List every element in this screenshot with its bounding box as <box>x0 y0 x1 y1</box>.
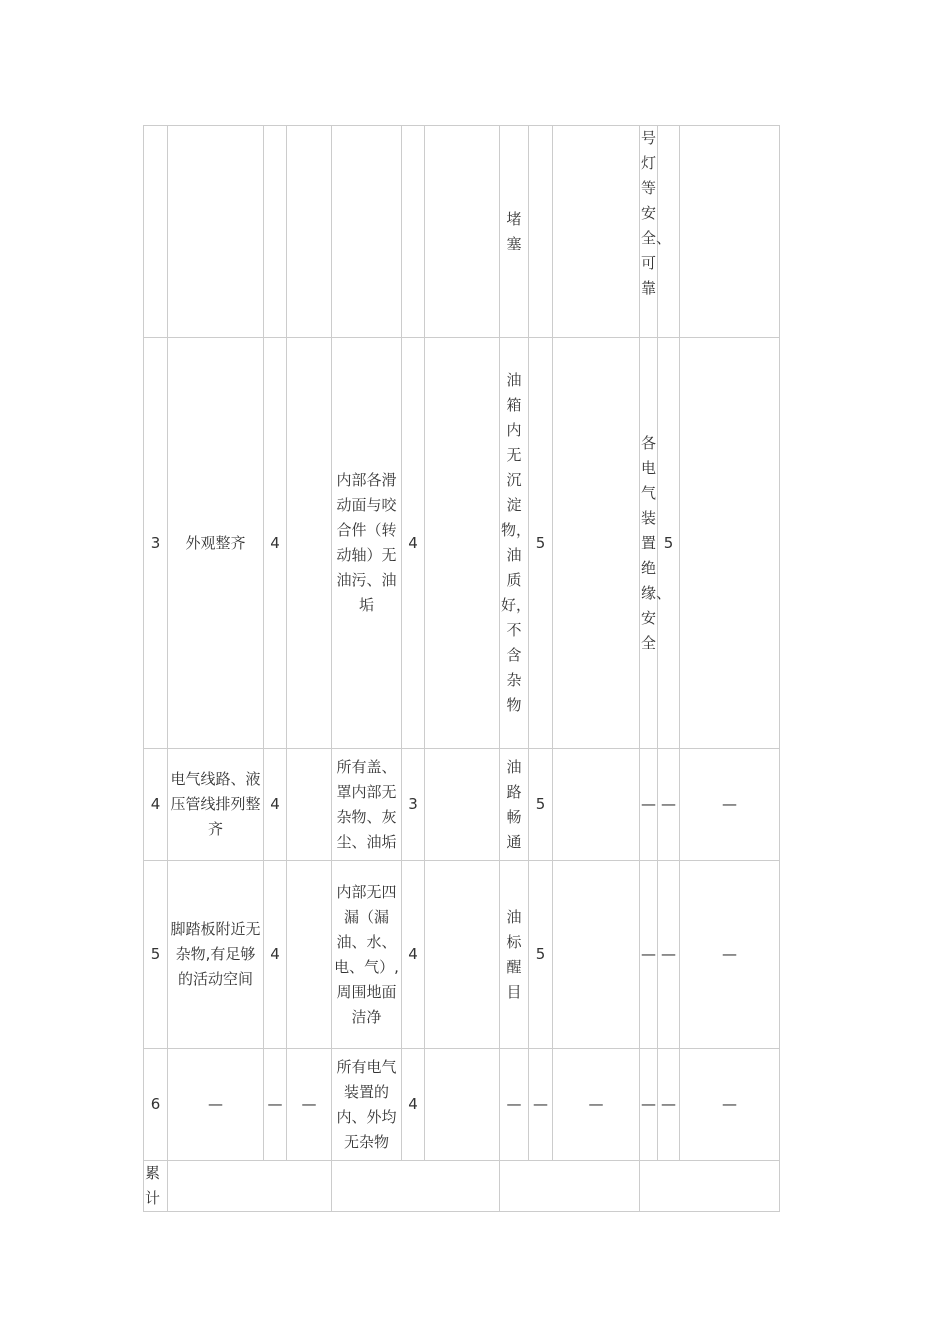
table-cell: 所有电气装置的内、外均无杂物 <box>332 1049 402 1161</box>
table-cell: 内部各滑动面与咬合件（转动轴）无油污、油垢 <box>332 338 402 749</box>
table-cell: 4 <box>402 861 425 1049</box>
table-cell <box>425 1049 500 1161</box>
table-cell: 3 <box>402 749 425 861</box>
table-cell <box>425 861 500 1049</box>
table-cell: 4 <box>144 749 168 861</box>
table-cell: — <box>680 749 780 861</box>
table-cell <box>425 749 500 861</box>
table-cell: 4 <box>402 338 425 749</box>
inspection-score-table <box>143 125 780 1212</box>
table-cell: — <box>680 861 780 1049</box>
table-cell: — <box>529 1049 553 1161</box>
table-cell: 堵塞 <box>500 126 529 338</box>
table-cell <box>287 338 332 749</box>
table-cell: 内部无四漏（漏油、水、电、气）,周围地面洁净 <box>332 861 402 1049</box>
table-cell <box>287 749 332 861</box>
table-row <box>144 861 780 1049</box>
table-cell: — <box>287 1049 332 1161</box>
table-cell <box>332 126 402 338</box>
table-cell <box>553 126 640 338</box>
table-cell <box>168 126 264 338</box>
table-cell: — <box>500 1049 529 1161</box>
table-cell <box>553 338 640 749</box>
table-cell <box>553 749 640 861</box>
table-cell <box>553 861 640 1049</box>
table-cell: 外观整齐 <box>168 338 264 749</box>
table-cell: 5 <box>529 861 553 1049</box>
table-cell <box>402 126 425 338</box>
table-cell: 4 <box>264 861 287 1049</box>
table-cell: 3 <box>144 338 168 749</box>
table-cell: 5 <box>529 338 553 749</box>
table-cell <box>500 1161 640 1212</box>
table-row-total <box>144 1161 780 1212</box>
table-cell: — <box>658 861 680 1049</box>
table-cell: 5 <box>658 338 680 749</box>
table-cell <box>425 338 500 749</box>
table-cell: 4 <box>264 338 287 749</box>
table-cell: 油路畅通 <box>500 749 529 861</box>
table-cell: — <box>658 749 680 861</box>
table-cell: 号灯等安全、可靠 <box>640 126 658 338</box>
table-cell <box>332 1161 500 1212</box>
table-cell: 脚踏板附近无杂物,有足够的活动空间 <box>168 861 264 1049</box>
table-row <box>144 126 780 338</box>
table-cell: 油标醒目 <box>500 861 529 1049</box>
table-cell <box>144 126 168 338</box>
table-cell: — <box>680 1049 780 1161</box>
table-cell: 各电气装置绝缘、安全 <box>640 338 658 749</box>
table-cell <box>425 126 500 338</box>
table-cell: — <box>640 1049 658 1161</box>
table-cell: — <box>553 1049 640 1161</box>
table-cell: 6 <box>144 1049 168 1161</box>
table-cell <box>168 1161 332 1212</box>
table-row <box>144 1049 780 1161</box>
table-cell <box>680 338 780 749</box>
table-cell: 4 <box>264 749 287 861</box>
table-cell: — <box>264 1049 287 1161</box>
table-cell: 所有盖、罩内部无杂物、灰尘、油垢 <box>332 749 402 861</box>
table-cell: — <box>640 749 658 861</box>
table-cell: — <box>640 861 658 1049</box>
table-cell: — <box>168 1049 264 1161</box>
table-cell <box>287 126 332 338</box>
table-cell <box>680 126 780 338</box>
total-label: 累计 <box>144 1161 168 1212</box>
table-cell <box>287 861 332 1049</box>
table-cell <box>264 126 287 338</box>
table-cell: 5 <box>529 749 553 861</box>
table-cell: 5 <box>144 861 168 1049</box>
table-cell: 油箱内无沉淀物，油质好，不含杂物 <box>500 338 529 749</box>
table-row <box>144 749 780 861</box>
table-cell: — <box>658 1049 680 1161</box>
table-row <box>144 338 780 749</box>
table-cell: 4 <box>402 1049 425 1161</box>
table-cell: 电气线路、液压管线排列整齐 <box>168 749 264 861</box>
table-cell <box>640 1161 780 1212</box>
table-cell <box>529 126 553 338</box>
